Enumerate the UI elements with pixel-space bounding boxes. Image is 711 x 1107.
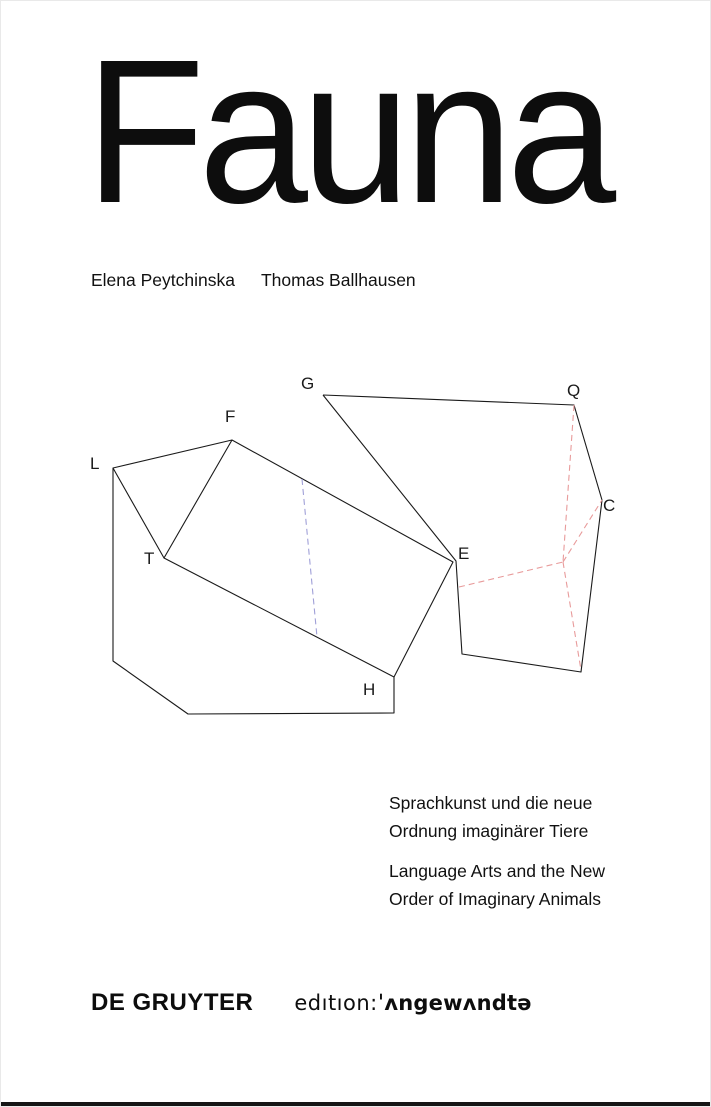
subtitle-english-line2: Order of Imaginary Animals — [389, 889, 602, 909]
vertex-label-g: G — [301, 374, 315, 393]
vertex-label-q: Q — [567, 381, 581, 400]
right-hidden-edges — [459, 405, 602, 670]
vertex-label-e: E — [458, 544, 470, 563]
right-solid-edges — [323, 395, 602, 672]
imprint-prefix: edıtıon: — [294, 991, 378, 1015]
book-title: Fauna — [85, 17, 610, 246]
vertex-label-t: T — [144, 549, 155, 568]
vertex-label-h: H — [363, 680, 376, 699]
imprint-logo — [294, 991, 531, 1015]
imprint-name: ˈʌngewʌndtə — [377, 991, 532, 1015]
publisher-logo: DE GRUYTER — [91, 989, 254, 1016]
author-first: Elena Peytchinska — [91, 270, 235, 290]
left-prism-edges — [113, 440, 453, 714]
subtitle-german-line2: Ordnung imaginärer Tiere — [389, 821, 589, 841]
vertex-label-l: L — [90, 454, 100, 473]
left-prism-fold-line — [302, 479, 317, 637]
authors-row — [91, 270, 416, 291]
vertex-label-c: C — [603, 496, 616, 515]
subtitle-english — [389, 857, 605, 913]
subtitle-english-line1: Language Arts and the New — [389, 861, 605, 881]
author-second: Thomas Ballhausen — [260, 270, 416, 290]
subtitle-block — [389, 789, 605, 913]
bottom-edge-bar — [1, 1102, 710, 1106]
publisher-row — [91, 989, 631, 1017]
subtitle-german-line1: Sprachkunst und die neue — [389, 793, 593, 813]
vertex-label-f: F — [225, 407, 236, 426]
subtitle-german — [389, 789, 605, 845]
